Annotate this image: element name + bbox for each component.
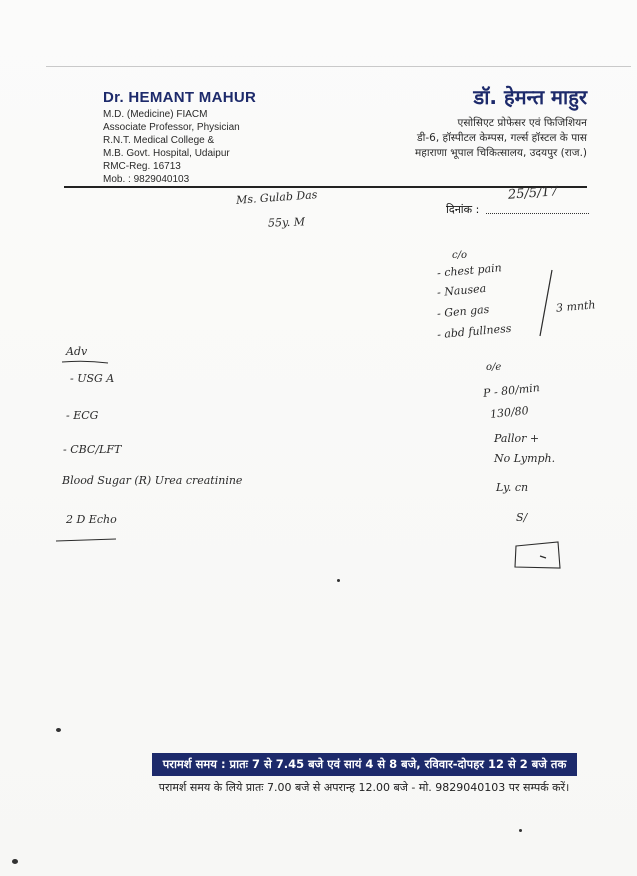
paper-speck xyxy=(337,579,340,582)
complaints-bracket xyxy=(536,268,556,338)
paper-speck xyxy=(519,829,522,832)
doctor-name-english: Dr. HEMANT MAHUR xyxy=(103,89,257,106)
exam-heading: o/e xyxy=(486,362,502,373)
exam-item: S/ xyxy=(516,511,528,524)
investigation-item: Blood Sugar (R) Urea creatinine xyxy=(62,474,243,487)
complaint-item: - chest pain xyxy=(436,261,503,280)
complaint-item: - abd fullness xyxy=(436,321,512,342)
designation-line: Associate Professor, Physician xyxy=(103,122,240,133)
exam-item: Ly. cn xyxy=(496,481,529,494)
mobile-line: Mob. : 9829040103 xyxy=(103,174,190,185)
consultation-contact-note: परामर्श समय के लिये प्रातः 7.00 बजे से अपरान्ह 12.00 बजे - मो. 9829040103 पर सम्पर्क करें। xyxy=(158,781,570,794)
investigation-item: - ECG xyxy=(66,409,99,422)
paper-edge-line xyxy=(46,66,631,67)
date-field-line xyxy=(486,202,589,214)
exam-item: 130/80 xyxy=(489,404,530,421)
investigation-item: 2 D Echo xyxy=(66,513,117,526)
hospital-hindi: महाराणा भूपाल चिकित्सालय, उदयपुर (राज.) xyxy=(415,147,587,159)
investigation-item: - CBC/LFT xyxy=(63,443,122,456)
paper-speck xyxy=(12,859,18,864)
registration-line: RMC-Reg. 16713 xyxy=(103,161,181,172)
complaints-heading: c/o xyxy=(452,250,467,261)
date-label: दिनांक : xyxy=(446,203,480,216)
qualification-line: M.D. (Medicine) FIACM xyxy=(103,109,208,120)
designation-hindi: एसोसिएट प्रोफेसर एवं फिजिशियन xyxy=(457,117,587,129)
complaint-item: - Gen gas xyxy=(436,302,490,321)
date-value: 25/5/17 xyxy=(507,184,559,203)
patient-age-sex: 55y. M xyxy=(267,215,306,230)
exam-item: No Lymph. xyxy=(494,452,556,465)
complaints-duration: 3 mnth xyxy=(555,298,597,315)
investigation-item: - USG A xyxy=(70,372,115,385)
hand-drawn-box xyxy=(512,538,564,572)
advice-underline xyxy=(60,359,110,365)
exam-item: P - 80/min xyxy=(482,381,541,400)
address-hindi: डी-6, हॉस्पीटल केम्पस, गर्ल्स हॉस्टल के पास xyxy=(417,132,587,144)
complaint-item: - Nausea xyxy=(436,281,487,300)
exam-item: Pallor + xyxy=(494,432,540,445)
doctor-name-hindi: डॉ. हेमन्त माहुर xyxy=(473,85,587,109)
letterhead-hindi xyxy=(307,83,587,161)
patient-name: Ms. Gulab Das xyxy=(235,188,318,207)
hospital-line: M.B. Govt. Hospital, Udaipur xyxy=(103,148,230,159)
college-line: R.N.T. Medical College & xyxy=(103,135,215,146)
paper-speck xyxy=(56,728,61,732)
consultation-hours-band: परामर्श समय : प्रातः 7 से 7.45 बजे एवं सायं 4 से 8 बजे, रविवार-दोपहर 12 से 2 बजे तक xyxy=(152,753,577,776)
investigations-underline xyxy=(54,537,119,543)
advice-heading: Adv xyxy=(66,345,88,358)
